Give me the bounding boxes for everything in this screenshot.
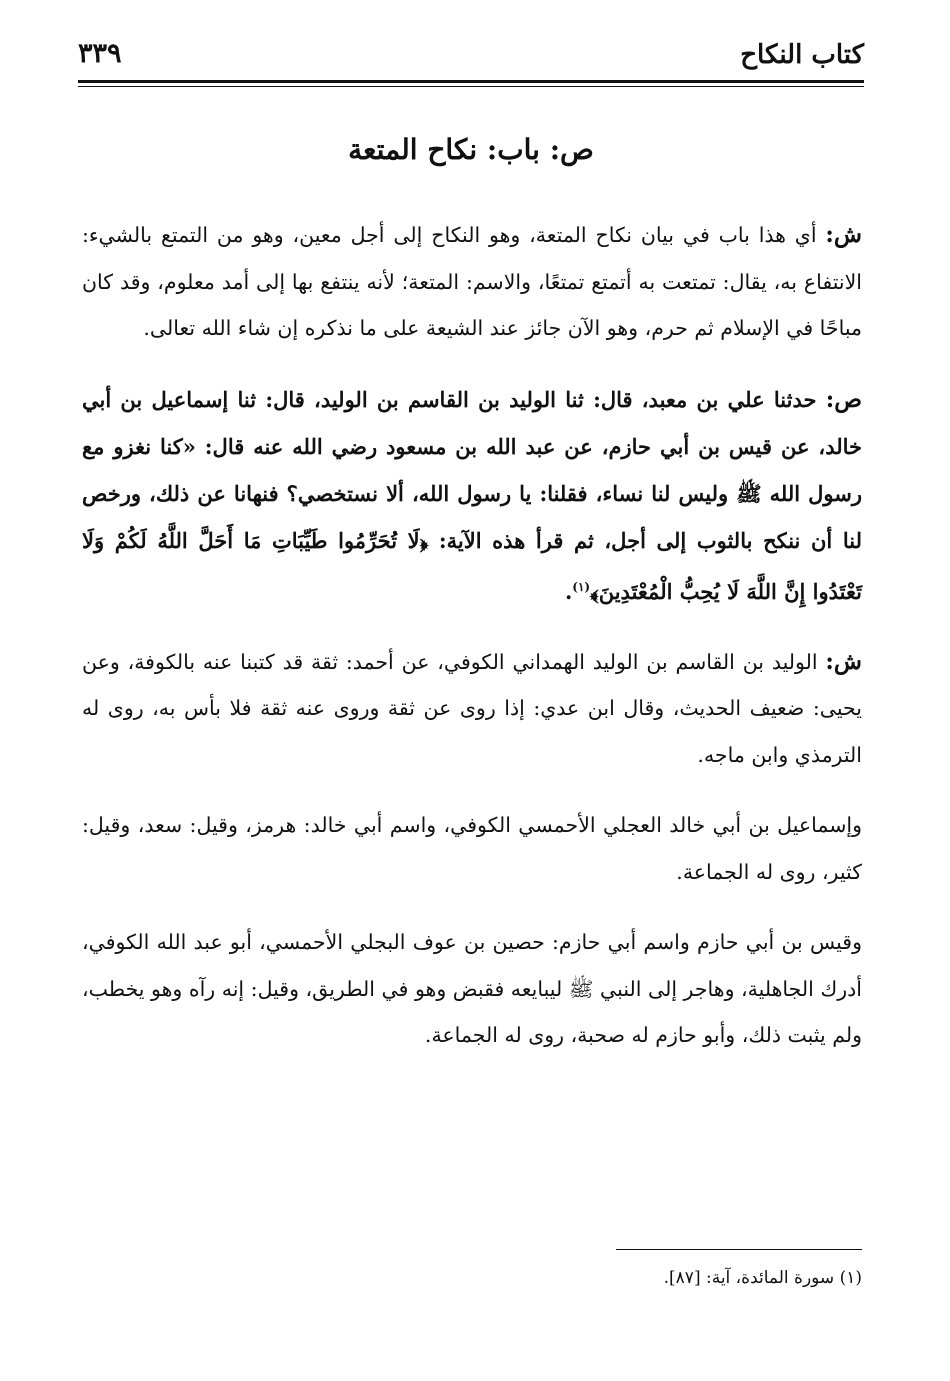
footnote: (١) سورة المائدة، آية: [٨٧]. (663, 1268, 862, 1288)
page-header (78, 34, 864, 78)
quran-verse: ﴿لَا تُحَرِّمُوا طَيِّبَاتِ مَا أَحَلَّ اللَّهُ لَكُمْ وَلَا تَعْتَدُوا إِنَّ اللَّهَ لَا يُحِبُّ الْمُعْتَدِينَ﴾ (82, 527, 862, 604)
header-rule (78, 80, 864, 83)
paragraph-text: حدثنا علي بن معبد، قال: ثنا الوليد بن القاسم بن الوليد، قال: ثنا إسماعيل بن أبي خالد، عن قيس بن أبي حازم، عن عبد الله بن مسعود رضي الله عنه قال: «كنا نغزو مع رسول الله ﷺ وليس لنا نساء، فقلنا: يا رسول الله، ألا نستخصي؟ فنهانا عن ذلك، ورخص لنا أن ننكح بالثوب إلى أجل، ثم قرأ هذه الآية: (82, 386, 863, 553)
main-text (82, 212, 862, 1083)
paragraph-text: أي هذا باب في بيان نكاح المتعة، وهو النكاح إلى أجل معين، وهو من التمتع بالشيء: الانتفاع به، يقال: تمتعت به أتمتع تمتعًا، والاسم: المتعة؛ لأنه ينتفع بها إلى أمد معلوم، وقد كان مباحًا في الإسلام ثم حرم، وهو الآن جائز عند الشيعة على ما نذكره إن شاء الله تعالى. (82, 223, 862, 340)
paragraph-narrator-2: وقيس بن أبي حازم واسم أبي حازم: حصين بن عوف البجلي الأحمسي، أبو عبد الله الكوفي، أدرك الجاهلية، وهاجر إلى النبي ﷺ ليبايعه فقبض وهو في الطريق، وقيل: إنه رآه وهو يخطب، ولم يثبت ذلك، وأبو حازم له صحبة، روى له الجماعة. (82, 930, 862, 1047)
paragraph-lead: ش: (825, 221, 862, 248)
paragraph-commentary-2 (82, 639, 862, 779)
paragraph-narrator-1: وإسماعيل بن أبي خالد العجلي الأحمسي الكوفي، واسم أبي خالد: هرمز، وقيل: سعد، وقيل: كثير، روى له الجماعة. (82, 813, 862, 884)
chapter-title: ص: باب: نكاح المتعة (348, 133, 594, 166)
paragraph-lead: ش: (825, 647, 862, 675)
page-number: ٣٣٩ (78, 38, 122, 69)
footnote-rule (616, 1249, 862, 1250)
paragraph-end: . (564, 578, 573, 604)
paragraph-lead: ص: (825, 385, 863, 413)
paragraph-hadith (82, 376, 862, 615)
paragraph-text: الوليد بن القاسم بن الوليد الهمداني الكوفي، عن أحمد: ثقة قد كتبنا عنه بالكوفة، وعن يحيى: ضعيف الحديث، وقال ابن عدي: إذا روى عن ثقة وروى عنه ثقة فلا بأس به، روى له الترمذي وابن ماجه. (82, 649, 862, 767)
running-title: كتاب النكاح (740, 40, 864, 70)
footnote-reference: (١) (572, 579, 591, 594)
paragraph-commentary-1 (82, 212, 862, 352)
header-rule-thin (78, 86, 864, 87)
